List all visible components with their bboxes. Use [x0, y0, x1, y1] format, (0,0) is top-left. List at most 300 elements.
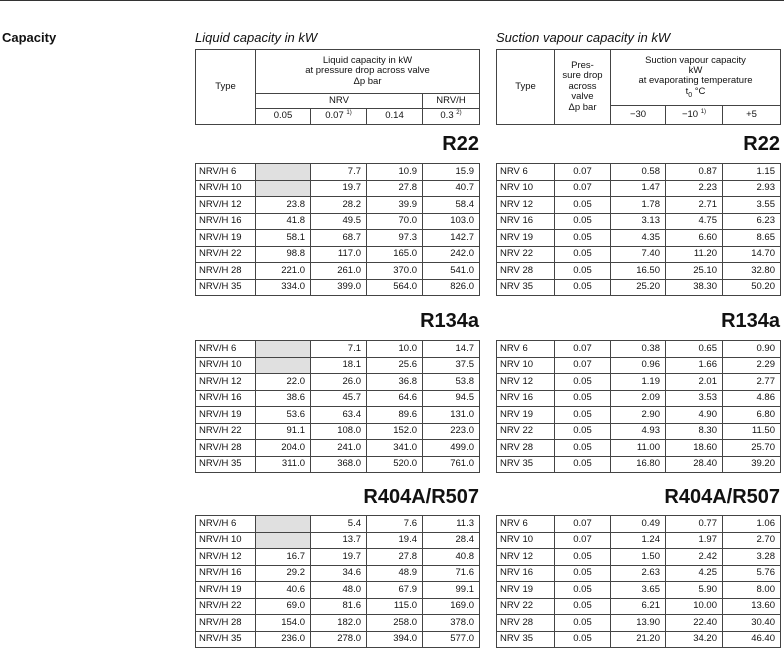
table-row [497, 213, 781, 230]
value-cell: 16.7 [256, 549, 311, 566]
valve-type-cell: NRV 28 [497, 440, 555, 457]
value-cell: 204.0 [256, 440, 311, 457]
table-row [196, 374, 480, 391]
value-cell: 34.20 [666, 631, 723, 648]
value-cell: 38.6 [256, 390, 311, 407]
value-cell: 19.7 [311, 549, 367, 566]
value-cell: 40.6 [256, 582, 311, 599]
value-cell: 0.05 [555, 440, 611, 457]
value-cell: 29.2 [256, 565, 311, 582]
liquid-col-header: 0.05 [256, 109, 311, 125]
value-cell: 4.75 [666, 213, 723, 230]
suction-data-table [496, 515, 781, 648]
valve-type-cell: NRV 12 [497, 549, 555, 566]
table-row [196, 631, 480, 648]
table-row [497, 516, 781, 533]
value-cell: 221.0 [256, 263, 311, 280]
suction-data-table [496, 340, 781, 473]
table-row [196, 213, 480, 230]
value-cell: 261.0 [311, 263, 367, 280]
value-cell: 0.05 [555, 407, 611, 424]
value-cell: 1.47 [611, 180, 666, 197]
valve-type-cell: NRV 28 [497, 615, 555, 632]
value-cell: 0.05 [555, 615, 611, 632]
value-cell: 27.8 [367, 180, 423, 197]
value-cell: 32.80 [723, 263, 781, 280]
value-cell: 6.23 [723, 213, 781, 230]
suction-col-header: −10 $^{1)}$ [666, 106, 723, 125]
table-row [497, 532, 781, 549]
value-cell: 2.23 [666, 180, 723, 197]
value-cell: 69.0 [256, 598, 311, 615]
value-cell: 22.0 [256, 374, 311, 391]
value-cell: 0.07 [555, 532, 611, 549]
table-row [196, 532, 480, 549]
value-cell: 91.1 [256, 423, 311, 440]
value-cell: 223.0 [423, 423, 480, 440]
value-cell: 81.6 [311, 598, 367, 615]
value-cell: 2.71 [666, 197, 723, 214]
value-cell: 131.0 [423, 407, 480, 424]
value-cell: 39.20 [723, 456, 781, 473]
valve-type-cell: NRV/H 16 [196, 390, 256, 407]
value-cell: 0.05 [555, 197, 611, 214]
table-row [196, 598, 480, 615]
valve-type-cell: NRV/H 6 [196, 164, 256, 181]
table-row [497, 357, 781, 374]
value-cell: 34.6 [311, 565, 367, 582]
value-cell: 38.30 [666, 279, 723, 296]
value-cell: 103.0 [423, 213, 480, 230]
valve-type-cell: NRV 35 [497, 631, 555, 648]
value-cell: 378.0 [423, 615, 480, 632]
table-row [196, 440, 480, 457]
valve-type-cell: NRV 12 [497, 374, 555, 391]
value-cell: 334.0 [256, 279, 311, 296]
valve-type-cell: NRV 22 [497, 423, 555, 440]
liquid-table-title: Liquid capacity in kW [195, 30, 318, 45]
value-cell: 0.05 [555, 582, 611, 599]
value-cell: 0.05 [555, 374, 611, 391]
value-cell: 0.49 [611, 516, 666, 533]
value-cell: 48.9 [367, 565, 423, 582]
value-cell: 3.13 [611, 213, 666, 230]
table-row [497, 390, 781, 407]
table-row [196, 407, 480, 424]
value-cell: 50.20 [723, 279, 781, 296]
value-cell: 0.90 [723, 341, 781, 358]
value-cell: 2.29 [723, 357, 781, 374]
table-row [497, 263, 781, 280]
suction-col-header: −30 [611, 106, 666, 125]
value-cell: 0.05 [555, 263, 611, 280]
value-cell: 1.97 [666, 532, 723, 549]
valve-type-cell: NRV 16 [497, 390, 555, 407]
table-row [196, 279, 480, 296]
value-cell: 564.0 [367, 279, 423, 296]
value-cell: 0.05 [555, 598, 611, 615]
value-cell: 0.07 [555, 357, 611, 374]
value-cell: 15.9 [423, 164, 480, 181]
table-row [497, 164, 781, 181]
value-cell: 25.70 [723, 440, 781, 457]
table-row [497, 374, 781, 391]
value-cell: 0.07 [555, 180, 611, 197]
value-cell: 2.93 [723, 180, 781, 197]
value-cell: 394.0 [367, 631, 423, 648]
nrvh-subheader: NRV/H [423, 94, 480, 109]
table-row [497, 279, 781, 296]
value-cell: 5.90 [666, 582, 723, 599]
value-cell: 108.0 [311, 423, 367, 440]
value-cell: 7.40 [611, 246, 666, 263]
value-cell: 6.21 [611, 598, 666, 615]
valve-type-cell: NRV 16 [497, 565, 555, 582]
value-cell: 0.05 [555, 213, 611, 230]
value-cell: 25.20 [611, 279, 666, 296]
value-cell [256, 357, 311, 374]
valve-type-cell: NRV 6 [497, 341, 555, 358]
liquid-refrigerant-label: R134a [420, 310, 479, 332]
table-row [497, 246, 781, 263]
table-row [196, 357, 480, 374]
value-cell: 0.05 [555, 423, 611, 440]
table-row [196, 180, 480, 197]
value-cell [256, 341, 311, 358]
value-cell: 1.19 [611, 374, 666, 391]
value-cell: 18.1 [311, 357, 367, 374]
value-cell: 0.87 [666, 164, 723, 181]
value-cell: 242.0 [423, 246, 480, 263]
valve-type-cell: NRV/H 10 [196, 180, 256, 197]
liquid-refrigerant-label: R22 [442, 133, 479, 155]
value-cell: 8.65 [723, 230, 781, 247]
value-cell: 1.78 [611, 197, 666, 214]
valve-type-cell: NRV/H 22 [196, 598, 256, 615]
table-row [497, 582, 781, 599]
table-row [497, 197, 781, 214]
value-cell: 3.55 [723, 197, 781, 214]
value-cell: 368.0 [311, 456, 367, 473]
valve-type-cell: NRV 16 [497, 213, 555, 230]
value-cell: 14.7 [423, 341, 480, 358]
value-cell: 28.40 [666, 456, 723, 473]
value-cell: 826.0 [423, 279, 480, 296]
valve-type-cell: NRV 19 [497, 407, 555, 424]
value-cell: 5.76 [723, 565, 781, 582]
table-row [497, 631, 781, 648]
value-cell: 2.42 [666, 549, 723, 566]
value-cell: 0.05 [555, 246, 611, 263]
table-row [196, 549, 480, 566]
table-row [497, 407, 781, 424]
valve-type-cell: NRV/H 19 [196, 582, 256, 599]
value-cell: 45.7 [311, 390, 367, 407]
value-cell: 7.1 [311, 341, 367, 358]
value-cell: 117.0 [311, 246, 367, 263]
value-cell: 0.07 [555, 164, 611, 181]
suction-main-header: Suction vapour capacity kW at evaporating temperature $t_0$ °C [611, 50, 781, 106]
value-cell: 98.8 [256, 246, 311, 263]
value-cell: 0.58 [611, 164, 666, 181]
value-cell: 48.0 [311, 582, 367, 599]
value-cell: 0.65 [666, 341, 723, 358]
value-cell: 40.7 [423, 180, 480, 197]
value-cell: 63.4 [311, 407, 367, 424]
value-cell: 3.28 [723, 549, 781, 566]
value-cell: 341.0 [367, 440, 423, 457]
table-row [497, 180, 781, 197]
value-cell: 258.0 [367, 615, 423, 632]
top-rule [0, 0, 784, 1]
value-cell: 4.25 [666, 565, 723, 582]
value-cell: 6.80 [723, 407, 781, 424]
value-cell: 14.70 [723, 246, 781, 263]
value-cell: 16.50 [611, 263, 666, 280]
value-cell: 0.05 [555, 631, 611, 648]
value-cell [256, 532, 311, 549]
value-cell: 2.77 [723, 374, 781, 391]
value-cell: 30.40 [723, 615, 781, 632]
suction-refrigerant-label: R134a [721, 310, 780, 332]
value-cell: 21.20 [611, 631, 666, 648]
value-cell: 1.50 [611, 549, 666, 566]
table-row [196, 516, 480, 533]
suction-refrigerant-label: R404A/R507 [664, 486, 780, 508]
valve-type-cell: NRV/H 35 [196, 279, 256, 296]
section-title: Capacity [2, 30, 57, 45]
liquid-refrigerant-label: R404A/R507 [363, 486, 479, 508]
value-cell: 19.4 [367, 532, 423, 549]
value-cell: 165.0 [367, 246, 423, 263]
value-cell: 10.9 [367, 164, 423, 181]
valve-type-cell: NRV/H 6 [196, 341, 256, 358]
liquid-col-header: 0.14 [367, 109, 423, 125]
suction-refrigerant-label: R22 [743, 133, 780, 155]
value-cell: 8.30 [666, 423, 723, 440]
value-cell: 311.0 [256, 456, 311, 473]
table-row [497, 456, 781, 473]
value-cell: 39.9 [367, 197, 423, 214]
table-row [196, 615, 480, 632]
value-cell: 10.0 [367, 341, 423, 358]
liquid-header-table [195, 49, 480, 125]
value-cell: 3.65 [611, 582, 666, 599]
value-cell: 8.00 [723, 582, 781, 599]
valve-type-cell: NRV/H 10 [196, 532, 256, 549]
value-cell: 7.6 [367, 516, 423, 533]
value-cell: 5.4 [311, 516, 367, 533]
value-cell: 370.0 [367, 263, 423, 280]
value-cell: 23.8 [256, 197, 311, 214]
value-cell: 53.8 [423, 374, 480, 391]
value-cell: 18.60 [666, 440, 723, 457]
suction-header-table [496, 49, 781, 125]
table-row [196, 456, 480, 473]
value-cell: 25.6 [367, 357, 423, 374]
value-cell: 13.7 [311, 532, 367, 549]
value-cell: 4.93 [611, 423, 666, 440]
value-cell: 0.05 [555, 565, 611, 582]
valve-type-cell: NRV 22 [497, 598, 555, 615]
value-cell: 0.38 [611, 341, 666, 358]
valve-type-cell: NRV 35 [497, 279, 555, 296]
value-cell: 27.8 [367, 549, 423, 566]
suction-col-header: +5 [723, 106, 781, 125]
value-cell: 182.0 [311, 615, 367, 632]
value-cell: 241.0 [311, 440, 367, 457]
valve-type-cell: NRV 10 [497, 180, 555, 197]
value-cell: 0.05 [555, 549, 611, 566]
liquid-data-table [195, 163, 480, 296]
valve-type-cell: NRV/H 16 [196, 213, 256, 230]
value-cell: 4.35 [611, 230, 666, 247]
value-cell: 37.5 [423, 357, 480, 374]
table-row [497, 341, 781, 358]
valve-type-cell: NRV/H 22 [196, 246, 256, 263]
valve-type-cell: NRV/H 22 [196, 423, 256, 440]
table-row [196, 341, 480, 358]
table-row [497, 565, 781, 582]
liquid-main-header: Liquid capacity in kW at pressure drop across valve Δp bar [256, 50, 480, 94]
value-cell: 46.40 [723, 631, 781, 648]
value-cell: 1.66 [666, 357, 723, 374]
value-cell: 169.0 [423, 598, 480, 615]
valve-type-cell: NRV/H 19 [196, 230, 256, 247]
value-cell: 58.4 [423, 197, 480, 214]
value-cell: 58.1 [256, 230, 311, 247]
valve-type-cell: NRV/H 28 [196, 440, 256, 457]
value-cell: 11.3 [423, 516, 480, 533]
table-row [196, 197, 480, 214]
valve-type-cell: NRV/H 12 [196, 374, 256, 391]
table-row [196, 423, 480, 440]
value-cell: 0.07 [555, 516, 611, 533]
nrv-subheader: NRV [256, 94, 423, 109]
value-cell: 71.6 [423, 565, 480, 582]
value-cell: 0.96 [611, 357, 666, 374]
valve-type-cell: NRV/H 35 [196, 456, 256, 473]
value-cell: 19.7 [311, 180, 367, 197]
value-cell: 64.6 [367, 390, 423, 407]
suction-data-table [496, 163, 781, 296]
value-cell: 22.40 [666, 615, 723, 632]
value-cell: 99.1 [423, 582, 480, 599]
table-row [497, 230, 781, 247]
value-cell: 541.0 [423, 263, 480, 280]
value-cell: 36.8 [367, 374, 423, 391]
value-cell: 6.60 [666, 230, 723, 247]
liquid-data-table [195, 515, 480, 648]
value-cell: 28.2 [311, 197, 367, 214]
value-cell: 278.0 [311, 631, 367, 648]
valve-type-cell: NRV 12 [497, 197, 555, 214]
value-cell: 13.60 [723, 598, 781, 615]
value-cell: 0.77 [666, 516, 723, 533]
valve-type-cell: NRV/H 12 [196, 549, 256, 566]
value-cell: 4.86 [723, 390, 781, 407]
valve-type-cell: NRV/H 19 [196, 407, 256, 424]
value-cell: 0.05 [555, 230, 611, 247]
value-cell: 0.05 [555, 279, 611, 296]
valve-type-cell: NRV/H 12 [196, 197, 256, 214]
valve-type-cell: NRV/H 28 [196, 615, 256, 632]
value-cell: 2.09 [611, 390, 666, 407]
value-cell: 3.53 [666, 390, 723, 407]
value-cell: 94.5 [423, 390, 480, 407]
value-cell [256, 516, 311, 533]
valve-type-cell: NRV 22 [497, 246, 555, 263]
table-row [196, 246, 480, 263]
table-row [196, 230, 480, 247]
valve-type-cell: NRV 19 [497, 582, 555, 599]
value-cell [256, 180, 311, 197]
liquid-col-header: 0.3 $^{2)}$ [423, 109, 480, 125]
value-cell [256, 164, 311, 181]
valve-type-cell: NRV/H 16 [196, 565, 256, 582]
value-cell: 399.0 [311, 279, 367, 296]
valve-type-cell: NRV/H 6 [196, 516, 256, 533]
liquid-data-table [195, 340, 480, 473]
valve-type-cell: NRV/H 35 [196, 631, 256, 648]
table-row [497, 615, 781, 632]
table-row [497, 423, 781, 440]
value-cell: 53.6 [256, 407, 311, 424]
value-cell: 1.06 [723, 516, 781, 533]
value-cell: 2.01 [666, 374, 723, 391]
value-cell: 520.0 [367, 456, 423, 473]
valve-type-cell: NRV/H 10 [196, 357, 256, 374]
value-cell: 2.90 [611, 407, 666, 424]
value-cell: 2.70 [723, 532, 781, 549]
value-cell: 70.0 [367, 213, 423, 230]
value-cell: 761.0 [423, 456, 480, 473]
value-cell: 40.8 [423, 549, 480, 566]
valve-type-cell: NRV/H 28 [196, 263, 256, 280]
valve-type-cell: NRV 19 [497, 230, 555, 247]
table-row [196, 582, 480, 599]
liquid-col-header: 0.07 $^{1)}$ [311, 109, 367, 125]
liquid-type-header: Type [196, 50, 256, 125]
value-cell: 152.0 [367, 423, 423, 440]
value-cell: 7.7 [311, 164, 367, 181]
value-cell: 11.20 [666, 246, 723, 263]
valve-type-cell: NRV 35 [497, 456, 555, 473]
value-cell: 4.90 [666, 407, 723, 424]
value-cell: 28.4 [423, 532, 480, 549]
valve-type-cell: NRV 28 [497, 263, 555, 280]
value-cell: 142.7 [423, 230, 480, 247]
value-cell: 10.00 [666, 598, 723, 615]
value-cell: 25.10 [666, 263, 723, 280]
valve-type-cell: NRV 6 [497, 516, 555, 533]
value-cell: 89.6 [367, 407, 423, 424]
suction-table-title: Suction vapour capacity in kW [496, 30, 671, 45]
valve-type-cell: NRV 10 [497, 357, 555, 374]
value-cell: 0.05 [555, 456, 611, 473]
value-cell: 1.24 [611, 532, 666, 549]
valve-type-cell: NRV 10 [497, 532, 555, 549]
value-cell: 41.8 [256, 213, 311, 230]
value-cell: 236.0 [256, 631, 311, 648]
table-row [196, 263, 480, 280]
value-cell: 49.5 [311, 213, 367, 230]
value-cell: 68.7 [311, 230, 367, 247]
value-cell: 499.0 [423, 440, 480, 457]
value-cell: 11.50 [723, 423, 781, 440]
value-cell: 26.0 [311, 374, 367, 391]
table-row [497, 440, 781, 457]
